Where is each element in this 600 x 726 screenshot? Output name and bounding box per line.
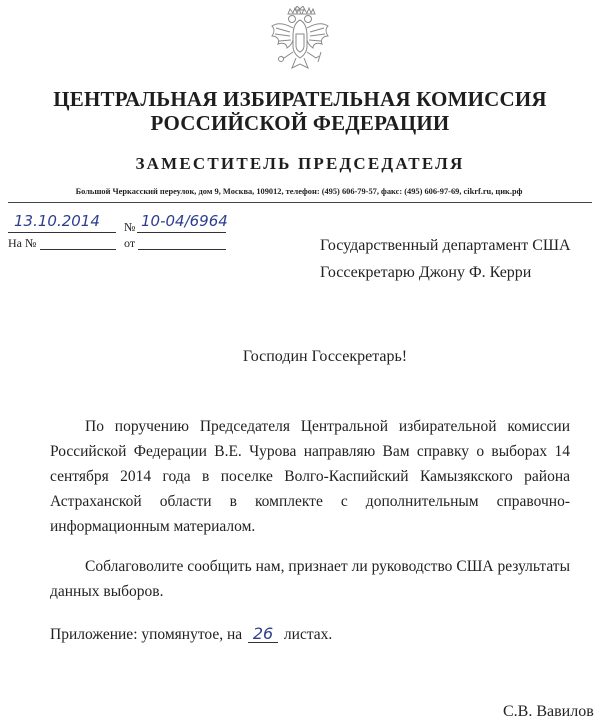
letterhead-address: Большой Черкасский переулок, дом 9, Москва, 109012, телефон: (495) 606-79-57, факс: (495) 606-97-69, cikrf.ru, цик.рф	[75, 187, 523, 196]
from-label: от	[124, 236, 136, 250]
date-underline	[8, 232, 116, 233]
body-paragraph-1: По поручению Председателя Центральной избирательной комиссии Российской Федерации В.Е. Чурова направляю Вам справку о выборах 14 сентября 2014 года в поселке Волго-Каспийский Камызякского района Астраханской области в комплекте с дополнительным справочно-информационным материалом.	[50, 418, 570, 535]
number-underline	[137, 232, 226, 233]
attachment-note	[50, 626, 332, 644]
russian-coat-of-arms-icon	[268, 6, 332, 74]
position-title: ЗАМЕСТИТЕЛЬ ПРЕДСЕДАТЕЛЯ	[135, 154, 465, 173]
attachment-suffix: листах.	[283, 626, 333, 643]
salutation: Господин Госсекретарь!	[242, 348, 408, 365]
letterhead-divider	[8, 202, 592, 203]
recipient-organization: Государственный департамент США	[320, 237, 571, 254]
signatory-name: С.В. Вавилов	[503, 703, 594, 720]
attachment-page-count: 26	[248, 626, 278, 643]
reply-number-underline	[40, 249, 116, 250]
organization-name-line2: РОССИЙСКОЙ ФЕДЕРАЦИИ	[150, 111, 450, 135]
outgoing-date: 13.10.2014	[14, 212, 100, 230]
attachment-prefix: Приложение: упомянутое, на	[50, 626, 243, 643]
reply-date-underline	[138, 249, 226, 250]
outgoing-number: 10-04/6964	[141, 212, 228, 230]
body-paragraph-2: Соблаговолите сообщить нам, признает ли руководство США результаты данных выборов.	[50, 558, 570, 600]
recipient-person: Госсекретарю Джону Ф. Керри	[320, 264, 532, 281]
reply-to-label: На №	[8, 236, 37, 250]
organization-name-line1: ЦЕНТРАЛЬНАЯ ИЗБИРАТЕЛЬНАЯ КОМИССИЯ	[53, 87, 547, 111]
number-label: №	[124, 220, 136, 234]
